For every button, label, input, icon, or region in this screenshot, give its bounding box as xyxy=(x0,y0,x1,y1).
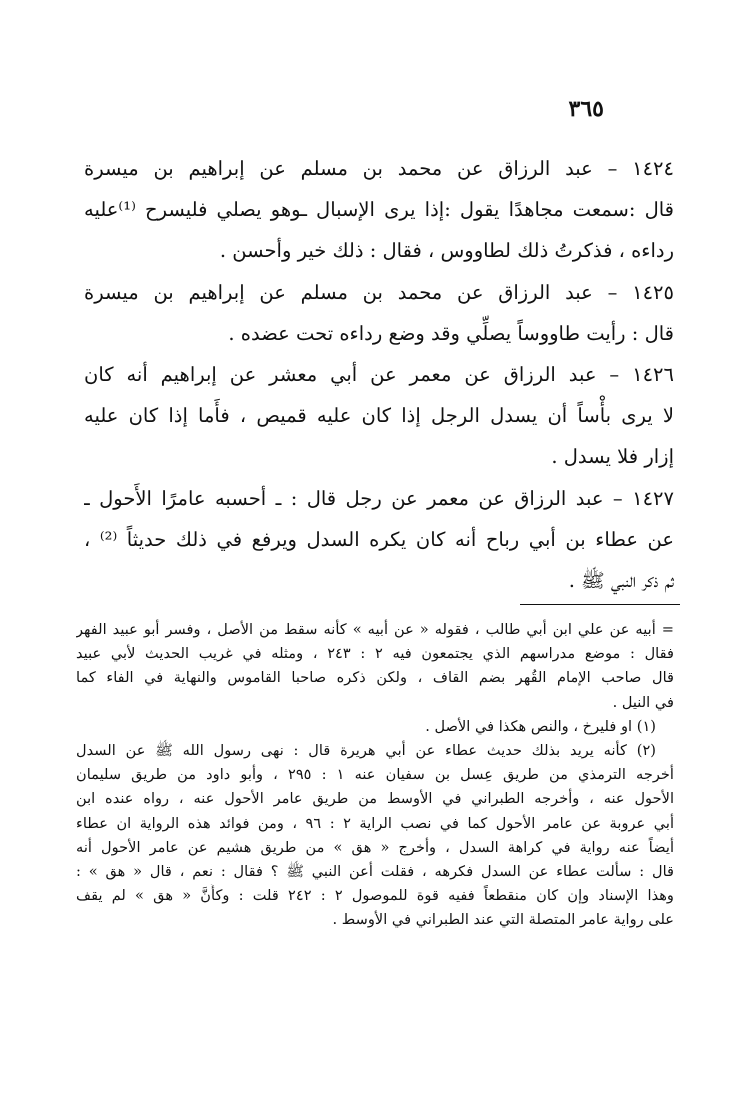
footnote-2-line: الأحول عنه ، وأخرجه الطبراني في الأوسط من طريق عامر الأحول عنه ، رواه عنده ابن xyxy=(76,790,674,808)
hadith-1427-line-3: ثم ذكر النبي ﷺ . xyxy=(568,568,674,592)
main-text xyxy=(84,148,674,601)
footnote-continuation-line: فقال : موضع مدراسهم الذي يجتمعون فيه ٢ : ٢٤٣ ، ومثله في غريب الحديث لأبي عبيد xyxy=(76,645,674,663)
hadith-1425-line-2: قال : رأيت طاووساً يصلِّي وقد وضع رداءه تحت عضده . xyxy=(228,321,674,345)
footnote-2-line: على رواية عامر المتصلة التي عند الطبراني في الأوسط . xyxy=(332,911,674,929)
footnote-continuation-line: = أبيه عن علي ابن أبي طالب ، فقوله « عن أبيه » كأنه سقط من الأصل ، وفسر أبو عبيد الفهر xyxy=(76,621,674,638)
footnote-continuation-line: في النيل . xyxy=(612,693,674,711)
hadith-1424-line-1: ١٤٢٤ – عبد الرزاق عن محمد بن مسلم عن إبراهيم بن ميسرة xyxy=(84,157,674,180)
footnote-1: (١) او فليرخ ، والنص هكذا في الأصل . xyxy=(425,717,656,735)
footnote-2-line: أخرجه الترمذي من طريق عِسل بن سفيان عنه ١ : ٢٩٥ ، وأبو داود من طريق سليمان xyxy=(76,766,674,784)
footnote-2-line: قال : سألت عطاء عن السدل فكرهه ، فقلت أعن النبي ﷺ ؟ فقال : نعم ، قال « هق » : xyxy=(76,862,674,880)
hadith-1424-line-2: قال :سمعت مجاهدًا يقول :إذا يرى الإسبال ـوهو يصلي فليسرح ⁽¹⁾عليه xyxy=(84,198,674,222)
hadith-1427-line-1: ١٤٢٧ – عبد الرزاق عن معمر عن رجل قال : ـ أحسبه عامرًا الأَحول ـ xyxy=(84,486,674,510)
page-number: ٣٦٥ xyxy=(568,96,604,122)
footnote-separator xyxy=(520,604,680,605)
hadith-1424-line-3: رداءه ، فذكرتُ ذلك لطاووس ، فقال : ذلك خير وأحسن . xyxy=(219,239,674,263)
hadith-1426-line-1: ١٤٢٦ – عبد الرزاق عن معمر عن أبي معشر عن إبراهيم أنه كان xyxy=(84,362,674,386)
hadith-1426-line-2: لا يرى بأْساً أن يسدل الرجل إذا كان عليه قميص ، فأَما إذا كان عليه xyxy=(84,404,674,428)
footnotes xyxy=(76,618,674,932)
hadith-1426-line-3: إزار فلا يسدل . xyxy=(551,445,674,469)
footnote-2-line: وهذا الإسناد وإن كان منقطعاً ففيه قوة للموصول ٢ : ٢٤٢ قلت : وكأَنَّ « هق » لم يقف xyxy=(76,887,674,905)
footnote-2-line: أيضاً عنه رواية في كراهة السدل ، وأخرج « هق » من طريق هشيم عن عامر الأحول أنه xyxy=(76,838,674,856)
hadith-1427-line-2: عن عطاء بن أبي رباح أنه كان يكره السدل ويرفع في ذلك حديثاً ⁽²⁾ ، xyxy=(84,527,674,551)
footnote-2-line: أبي عروبة عن عامر الأحول كما في نصب الراية ٢ : ٩٦ ، ومن فوائد هذه الرواية ان عطاء xyxy=(76,814,674,832)
footnote-continuation-line: قال صاحب الإمام القُهر بضم القاف ، ولكن ذكره صاحبا القاموس والنهاية في الفاء كما xyxy=(76,669,674,687)
footnote-2-line: (٢) كأنه يريد بذلك حديث عطاء عن أبي هريرة قال : نهى رسول الله ﷺ عن السدل xyxy=(76,741,656,759)
hadith-1425-line-1: ١٤٢٥ – عبد الرزاق عن محمد بن مسلم عن إبراهيم بن ميسرة xyxy=(84,280,674,304)
